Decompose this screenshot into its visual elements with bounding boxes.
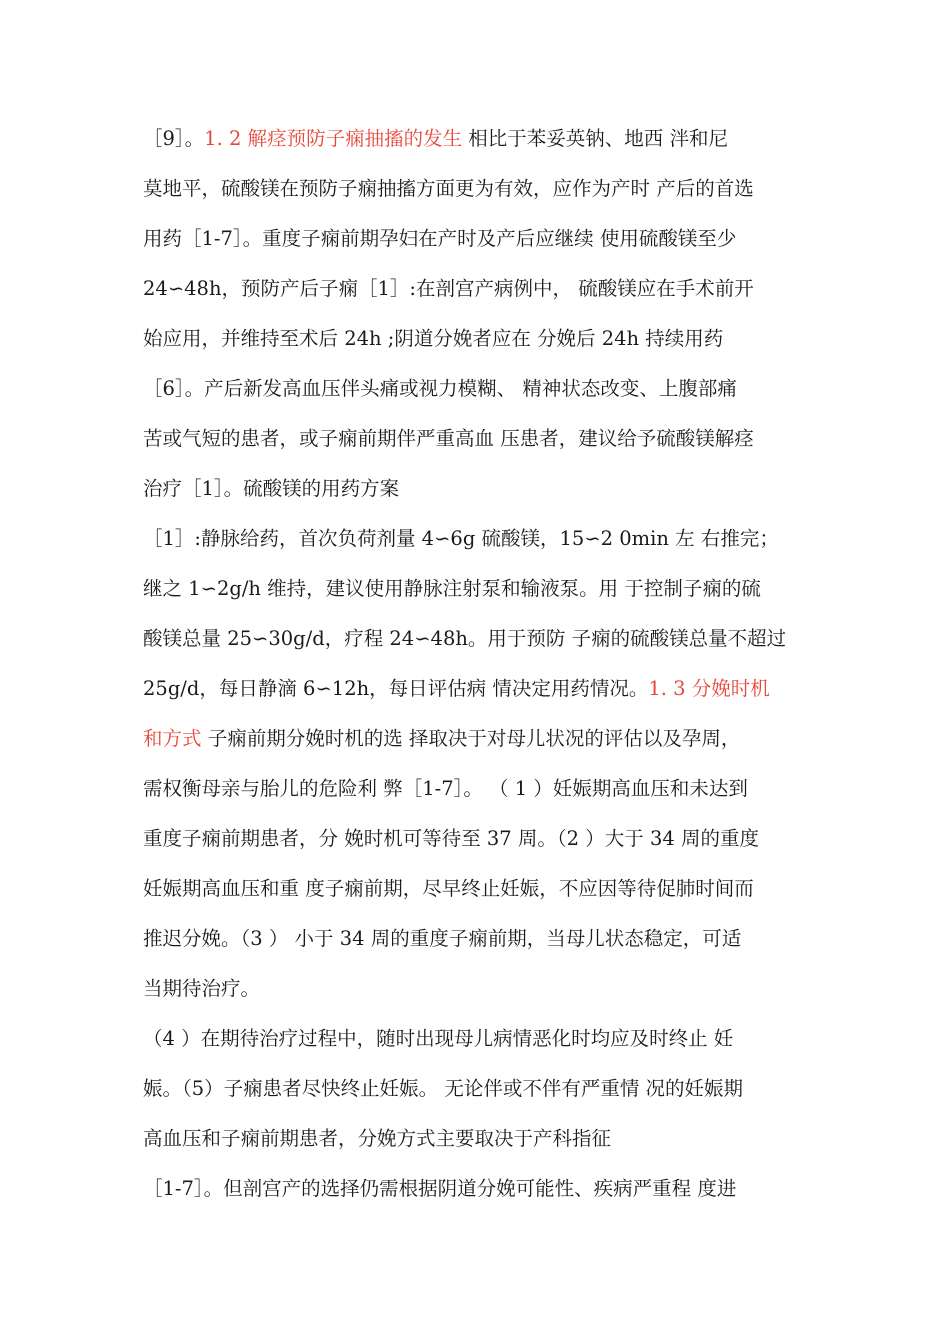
text-line (143, 917, 833, 967)
text-segment: ［9］。 (143, 127, 205, 150)
text-segment: 需权衡母亲与胎儿的危险利 弊［1-7］。 （ 1 ）妊娠期高血压和未达到 (143, 777, 748, 800)
text-segment: ［6］。产后新发高血压伴头痛或视力模糊、 精神状态改变、上腹部痛 (143, 377, 737, 400)
text-line (143, 867, 833, 917)
body-text (143, 117, 833, 1217)
text-line (143, 517, 833, 567)
text-segment: 妊娠期高血压和重 度子痫前期，尽早终止妊娠，不应因等待促肺时间而 (143, 877, 754, 900)
section-heading: 和方式 (143, 727, 202, 750)
text-line (143, 117, 833, 167)
text-line (143, 717, 833, 767)
text-segment: 重度子痫前期患者，分 娩时机可等待至 37 周。（2 ）大于 34 周的重度 (143, 827, 759, 850)
text-line (143, 1117, 833, 1167)
text-line (143, 367, 833, 417)
text-segment: 子痫前期分娩时机的选 择取决于对母儿状况的评估以及孕周， (201, 727, 741, 750)
section-heading: 1. 2 解痉预防子痫抽搐的发生 (204, 127, 463, 150)
section-heading: 1. 3 分娩时机 (648, 677, 770, 700)
text-segment: 24∽48h，预防产后子痫［1］:在剖宫产病例中， 硫酸镁应在手术前开 (143, 277, 754, 300)
text-segment: ［1］:静脉给药，首次负荷剂量 4∽6g 硫酸镁，15∽2 0min 左 右推完； (143, 527, 779, 550)
text-segment: 当期待治疗。 (143, 977, 261, 1000)
text-segment: 25g/d，每日静滴 6∽12h，每日评估病 情决定用药情况。 (143, 677, 649, 700)
text-segment: 酸镁总量 25∽30g/d，疗程 24∽48h。用于预防 子痫的硫酸镁总量不超过 (143, 627, 787, 650)
text-line (143, 767, 833, 817)
text-line (143, 417, 833, 467)
text-segment: 推迟分娩。（3 ） 小于 34 周的重度子痫前期，当母儿状态稳定，可适 (143, 927, 742, 950)
text-segment: 治疗［1］。硫酸镁的用药方案 (143, 477, 400, 500)
text-line (143, 667, 833, 717)
text-line (143, 317, 833, 367)
text-segment: 高血压和子痫前期患者，分娩方式主要取决于产科指征 (143, 1127, 612, 1150)
text-segment: 继之 1∽2g/h 维持，建议使用静脉注射泵和输液泵。用 于控制子痫的硫 (143, 577, 761, 600)
text-line (143, 567, 833, 617)
text-line (143, 1067, 833, 1117)
text-segment: （4 ）在期待治疗过程中，随时出现母儿病情恶化时均应及时终止 妊 (143, 1027, 734, 1050)
text-segment: ［1-7］。但剖宫产的选择仍需根据阴道分娩可能性、疾病严重程 度进 (143, 1177, 737, 1200)
text-segment: 莫地平，硫酸镁在预防子痫抽搐方面更为有效，应作为产时 产后的首选 (143, 177, 754, 200)
text-line (143, 617, 833, 667)
text-line (143, 817, 833, 867)
text-segment: 始应用，并维持至术后 24h ;阴道分娩者应在 分娩后 24h 持续用药 (143, 327, 724, 350)
text-line (143, 267, 833, 317)
text-line (143, 1017, 833, 1067)
text-segment: 娠。（5）子痫患者尽快终止妊娠。 无论伴或不伴有严重情 况的妊娠期 (143, 1077, 744, 1100)
text-line (143, 1167, 833, 1217)
text-line (143, 467, 833, 517)
text-line (143, 967, 833, 1017)
text-line (143, 167, 833, 217)
text-segment: 用药［1-7］。重度子痫前期孕妇在产时及产后应继续 使用硫酸镁至少 (143, 227, 737, 250)
text-segment: 苦或气短的患者，或子痫前期伴严重高血 压患者，建议给予硫酸镁解痉 (143, 427, 754, 450)
text-line (143, 217, 833, 267)
text-segment: 相比于苯妥英钠、地西 泮和尼 (462, 127, 728, 150)
